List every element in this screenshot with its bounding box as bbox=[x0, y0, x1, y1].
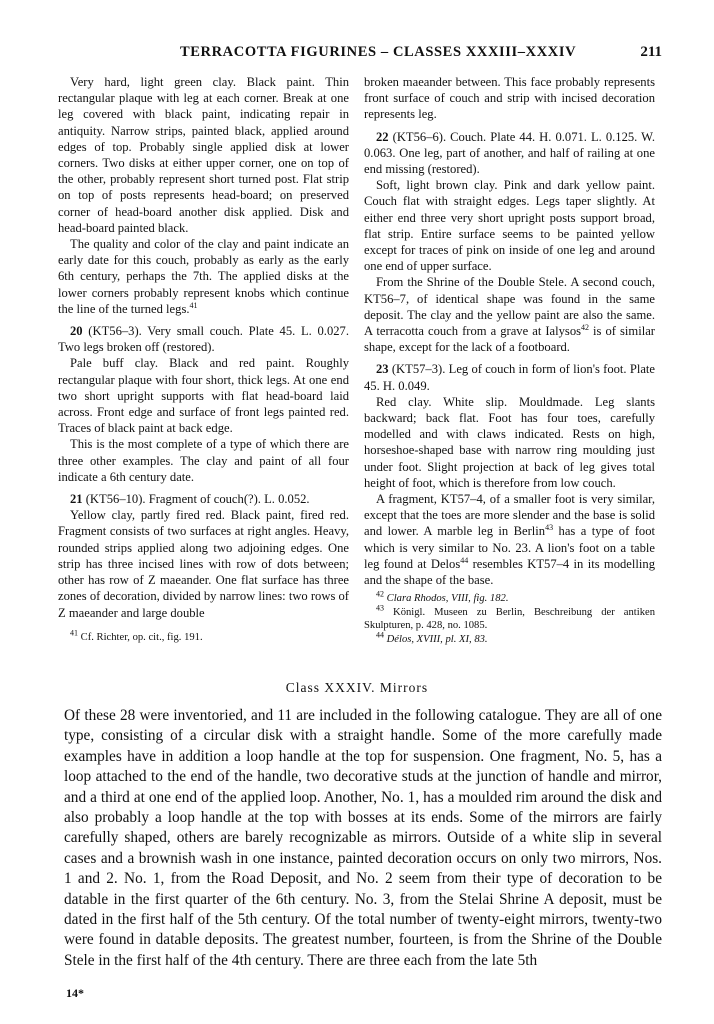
paragraph-text: A fragment, KT57–4, of a smaller foot is very similar, except that the toes are more slender and the base is solid and lower. A marble leg in Berlin bbox=[364, 492, 655, 539]
entry-number: 22 bbox=[376, 129, 389, 144]
paragraph-text: The quality and color of the clay and paint indicate an early date for this couch, probably as early as the early 6th century, perhaps the 7th. The applied disks at the lower corners probably represent knobs which continue the line of the turned legs. bbox=[58, 237, 349, 316]
paragraph-text: From the Shrine of the Double Stele. A second couch, KT56–7, of identical shape was found in the same deposit. The clay and the yellow paint are also the same. A terracotta couch from a grave at Ialysos bbox=[364, 275, 655, 339]
paragraph bbox=[364, 274, 655, 355]
footnote-number: 43 bbox=[376, 603, 384, 613]
section-body bbox=[64, 706, 662, 971]
catalogue-entry-23 bbox=[364, 361, 655, 393]
paragraph-text: is of similar shape, except for the lack of a footboard. bbox=[364, 324, 655, 355]
section-title: Class XXXIV. Mirrors bbox=[285, 680, 429, 695]
catalogue-entry-20 bbox=[58, 323, 349, 355]
entry-number: 21 bbox=[70, 492, 83, 507]
footnote-ref: 44 bbox=[460, 555, 469, 565]
paragraph: Of these 28 were inventoried, and 11 are included in the following catalogue. They are all of one type, consisting of a circular disk with a straight handle. Some of the more carefully made examples have in addition a loop handle at the top for suspension. One fragment, No. 5, has a loop attached to the end of the handle, two decorative studs at the junction of handle and mirror, and a third at one end of the applied loop. Another, No. 1, has a moulded rim around the disk and also probably a loop handle at the top with bosses at its ends. Some of the mirrors are fairly carefully shaped, others are barely recognizable as mirrors. Outside of a white slip in several cases and a brownish wash in one instance, painted decoration occurs on only two mirrors, Nos. 1 and 2. No. 1, from the Road Deposit, and No. 2 seem from their type of decoration to be datable in the first quarter of the 6th century. No. 3, from the Stelai Shrine A deposit, must be dated in the first half of the 5th century. Of the total number of twenty-eight mirrors, twenty-two were found in datable deposits. The greatest number, fourteen, is from the Shrine of the Double Stele in the first half of the 4th century. There are three each from the late 5th bbox=[64, 707, 662, 969]
entry-heading: (KT56–3). Very small couch. Plate 45. L. 0.027. Two legs broken off (restored). bbox=[58, 324, 349, 355]
entry-number: 23 bbox=[376, 362, 389, 377]
page-number: 211 bbox=[640, 44, 662, 60]
running-head-title: TERRACOTTA FIGURINES – CLASSES XXXIII–XXXIV bbox=[180, 44, 577, 60]
footnote-ref: 41 bbox=[189, 300, 198, 310]
entry-heading: (KT57–3). Leg of couch in form of lion's foot. Plate 45. H. 0.049. bbox=[364, 362, 655, 393]
footnote-43 bbox=[364, 603, 655, 633]
footnote-number: 41 bbox=[70, 628, 78, 638]
paragraph: Soft, light brown clay. Pink and dark yellow paint. Couch flat with straight edges. Legs taper slightly. At either end three very short upright posts support broad, flat strip. Entire surface seems to be painted yellow except for traces of pink on inside of one leg and around one end of upper surface. bbox=[364, 178, 655, 274]
paragraph: Very hard, light green clay. Black paint. Thin rectangular plaque with leg at each corner. Break at one leg covered with black paint, indicating repair in antiquity. Narrow strips, painted black, applied around edges of top. Probably single applied disk at lower corners. Two disks at either upper corner, one on top of the other, probably represent short turned post. Flat strip on top of posts represents head-board; on preserved corner of head-board another disk applied. Disk and head-board painted black. bbox=[58, 75, 349, 235]
left-column bbox=[58, 74, 349, 644]
paragraph-text: resembles KT57–4 in its modelling and the shape of the base. bbox=[364, 556, 655, 588]
footnote-42 bbox=[364, 589, 655, 605]
entry-heading: (KT56–10). Fragment of couch(?). L. 0.052. bbox=[82, 492, 310, 507]
footnote-number: 44 bbox=[376, 629, 384, 639]
signature-mark: 14* bbox=[66, 986, 84, 1000]
footnote-text: Cf. Richter, op. cit., fig. 191. bbox=[78, 631, 203, 643]
entry-number: 20 bbox=[70, 324, 83, 339]
footnote-text: Délos, XVIII, pl. XI, 83. bbox=[384, 633, 488, 645]
paragraph: Pale buff clay. Black and red paint. Roughly rectangular plaque with four short, thick legs. At one end two short upright supports with flat head-board laid across. Front edge and surface of front legs painted red. Traces of black paint at back edge. bbox=[58, 356, 349, 436]
footnote-44 bbox=[364, 629, 655, 646]
paragraph-text: has a type of foot which is very similar to No. 23. A lion's foot on a table leg found at Delos bbox=[364, 524, 655, 571]
paragraph bbox=[364, 491, 655, 588]
paragraph: This is the most complete of a type of which there are three other examples. The clay and paint of all four indicate a 6th century date. bbox=[58, 437, 349, 484]
footnote-text: Königl. Museen zu Berlin, Beschreibung der antiken Skulpturen, p. 428, no. 1085. bbox=[364, 606, 655, 632]
running-head bbox=[62, 44, 662, 64]
catalogue-entry-21 bbox=[58, 491, 349, 507]
paragraph: broken maeander between. This face probably represents front surface of couch and strip with incised decoration represents leg. bbox=[364, 75, 655, 122]
footnote-ref: 43 bbox=[545, 523, 554, 533]
paragraph bbox=[58, 236, 349, 317]
paragraph: Red clay. White slip. Mouldmade. Leg slants backward; back flat. Foot has four toes, carefully modelled and with claws indicated. Rests on high, horseshoe-shaped base with narrow ring moulding just under foot. Slight projection at back of leg gives total height of foot, which is therefore from low couch. bbox=[364, 394, 655, 490]
footnote-ref: 42 bbox=[581, 322, 590, 332]
catalogue-entry-22 bbox=[364, 129, 655, 178]
footnote-number: 42 bbox=[376, 589, 384, 599]
footnote-text: Clara Rhodos, VIII, fig. 182. bbox=[384, 593, 509, 605]
right-column bbox=[364, 74, 655, 646]
entry-heading: (KT56–6). Couch. Plate 44. H. 0.071. L. 0.125. W. 0.063. One leg, part of another, and half of railing at one end missing (restored). bbox=[364, 129, 655, 177]
paragraph: Yellow clay, partly fired red. Black paint, fired red. Fragment consists of two surfaces at right angles. Heavy, rounded strips applied along two adjoining edges. One strip has three incised lines with row of dots between; other has row of Z maeander. One flat surface has three zones of decoration, divided by narrow lines: two rows of Z maeander and large double bbox=[58, 508, 349, 620]
footnote-41 bbox=[58, 628, 349, 644]
